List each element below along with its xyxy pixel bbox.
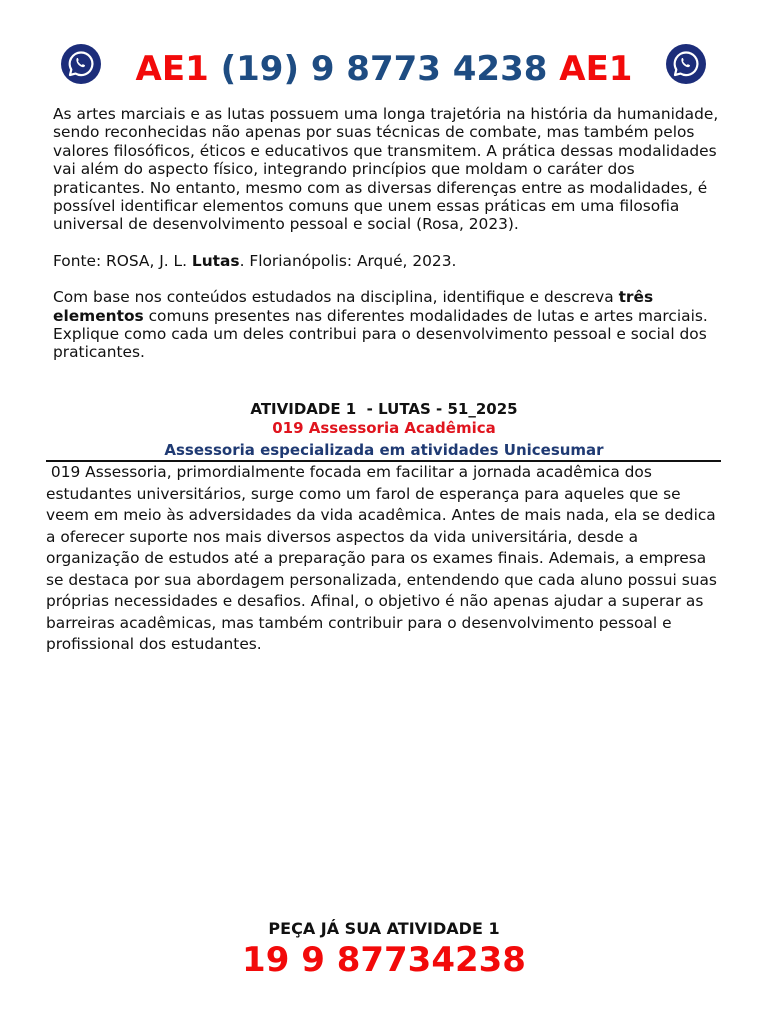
intro-paragraph: As artes marciais e as lutas possuem uma longa trajetória na história da humanidade, sendo reconhecidas não apenas por suas técnicas de combate, mas também pelos valores filosóficos, éticos e educativos que transmitem. A prática dessas modalidades vai além do aspecto físico, integrando princípios que moldam o caráter dos praticantes. No entanto, mesmo com as diversas diferenças entre as modalidades, é possível identificar elementos comuns que unem essas práticas em uma filosofia universal de desenvolvimento pessoal e social (Rosa, 2023). <box>53 105 719 234</box>
question-section <box>53 105 723 362</box>
footer-phone-number[interactable]: 19 9 87734238 <box>242 940 526 980</box>
company-description: 019 Assessoria, primordialmente focada em facilitar a jornada acadêmica dos estudantes universitários, surge como um farol de esperança para aqueles que se veem em meio às adversidades da vida acadêmica. Antes de mais nada, ela se dedica a oferecer suporte nos mais diversos aspectos da vida universitária, desde a organização de estudos até a preparação para os exames finais. Ademais, a empresa se destaca por sua abordagem personalizada, entendendo que cada aluno possui suas próprias necessidades e desafios. Afinal, o objetivo é não apenas ajudar a superar as barreiras acadêmicas, mas também contribuir para o desenvolvimento pessoal e profissional dos estudantes. <box>46 463 722 653</box>
source-prefix: Fonte: ROSA, J. L. <box>53 251 192 270</box>
question-paragraph <box>53 288 723 362</box>
company-name: 019 Assessoria Acadêmica <box>272 419 496 437</box>
question-bold: três elementos <box>53 288 654 325</box>
source-title: Lutas <box>191 251 240 270</box>
header-phone-line <box>0 40 768 98</box>
source-suffix: . Florianópolis: Arqué, 2023. <box>239 251 457 270</box>
activity-heading <box>0 400 768 459</box>
question-prefix: Com base nos conteúdos estudados na disciplina, identifique e descreva <box>53 288 619 307</box>
activity-title: ATIVIDADE 1 - LUTAS - 51_2025 <box>250 400 518 418</box>
contact-header <box>0 40 768 98</box>
header-prefix: AE1 <box>135 49 209 89</box>
question-suffix: comuns presentes nas diferentes modalidades de lutas e artes marciais. Explique como cada um deles contribui para o desenvolvimento pessoal e social dos praticantes. <box>53 306 708 362</box>
header-suffix: AE1 <box>559 49 633 89</box>
company-tagline: Assessoria especializada em atividades Unicesumar <box>164 441 604 459</box>
whatsapp-icon[interactable] <box>665 43 707 85</box>
footer-cta: PEÇA JÁ SUA ATIVIDADE 1 <box>268 919 500 938</box>
footer-cta-block <box>0 918 768 980</box>
source-citation <box>53 252 723 270</box>
header-phone-number[interactable]: (19) 9 8773 4238 <box>208 49 560 89</box>
